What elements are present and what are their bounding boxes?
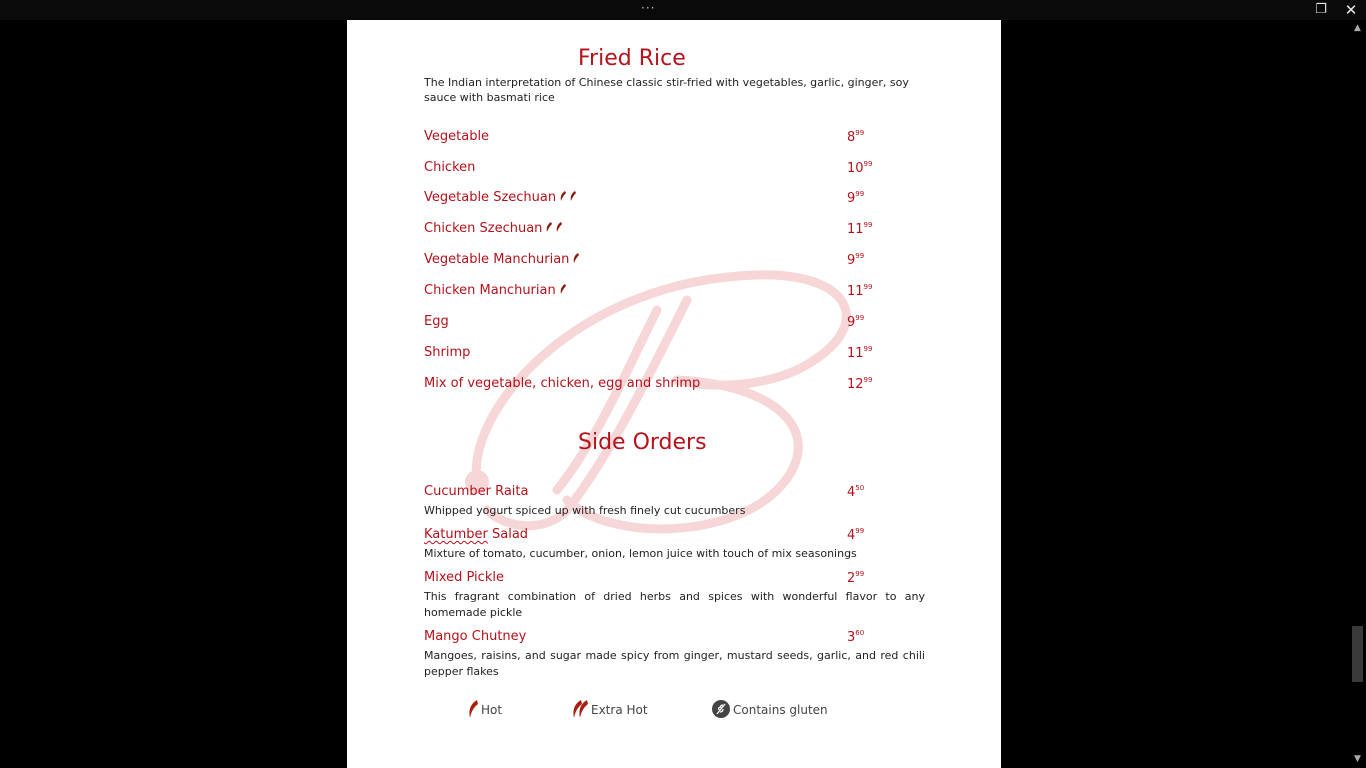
close-window-icon[interactable]: ✕ — [1344, 1, 1358, 19]
legend-gluten: Contains gluten — [712, 700, 828, 722]
item-description: This fragrant combination of dried herbs and spices with wonderful flavor to any homemade pickle — [424, 590, 925, 619]
item-price: $12^{99}$ — [847, 376, 873, 392]
menu-item — [424, 129, 924, 149]
item-name: Mix of vegetable, chicken, egg and shrimp — [424, 376, 701, 391]
item-price: $9^{99}$ — [847, 190, 865, 206]
item-name: Chicken Manchurian — [424, 283, 566, 298]
item-name: Vegetable — [424, 129, 490, 144]
item-name: Chicken Szechuan — [424, 221, 562, 236]
menu-item — [424, 160, 924, 180]
chili-pepper-icon — [573, 253, 579, 264]
item-price: $11^{99}$ — [847, 283, 873, 299]
restore-window-icon[interactable]: ❐ — [1315, 2, 1327, 17]
menu-item — [424, 570, 924, 590]
item-price: $2^{99}$ — [847, 570, 865, 586]
spellcheck-underlined-word: Katumber — [424, 527, 488, 542]
item-description: Mixture of tomato, cucumber, onion, lemon juice with touch of mix seasonings — [424, 547, 857, 560]
scroll-up-arrow-icon[interactable]: ▲ — [1354, 23, 1361, 33]
item-price: $11^{99}$ — [847, 221, 873, 237]
item-name: Mixed Pickle — [424, 570, 504, 585]
item-price: $9^{99}$ — [847, 314, 865, 330]
item-name: Egg — [424, 314, 449, 329]
chili-pepper-icon — [570, 191, 576, 202]
item-name: Cucumber Raita — [424, 484, 529, 499]
menu-item — [424, 527, 924, 547]
menu-item — [424, 283, 924, 303]
item-name: Chicken — [424, 160, 476, 175]
menu-page — [347, 20, 1001, 768]
item-description: Mangoes, raisins, and sugar made spicy from ginger, mustard seeds, garlic, and red chili pepper flakes — [424, 649, 925, 678]
chili-pepper-icon — [556, 222, 562, 233]
item-description: Whipped yogurt spiced up with fresh finely cut cucumbers — [424, 504, 746, 517]
item-price: $4^{50}$ — [847, 484, 865, 500]
item-name: Shrimp — [424, 345, 471, 360]
item-price: $3^{60}$ — [847, 629, 865, 645]
menu-item — [424, 314, 924, 334]
item-price: $4^{99}$ — [847, 527, 865, 543]
menu-item — [424, 190, 924, 210]
menu-item — [424, 484, 924, 504]
item-name: Katumber Salad — [424, 527, 529, 542]
scroll-down-arrow-icon[interactable]: ▼ — [1354, 754, 1361, 764]
item-price: $9^{99}$ — [847, 252, 865, 268]
menu-item — [424, 629, 924, 649]
chili-pepper-icon — [546, 222, 552, 233]
fried-rice-heading: Fried Rice — [578, 46, 686, 71]
gluten-wheat-icon — [712, 700, 730, 718]
menu-item — [424, 221, 924, 241]
chili-pepper-icon — [560, 191, 566, 202]
more-options-icon[interactable]: ··· — [641, 1, 656, 15]
legend-hot: Hot — [468, 700, 502, 722]
menu-item — [424, 252, 924, 272]
item-price: $11^{99}$ — [847, 345, 873, 361]
vertical-scrollbar[interactable] — [1349, 20, 1366, 768]
fried-rice-intro: The Indian interpretation of Chinese classic stir-fried with vegetables, garlic, ginger, soy sauce with basmati rice — [424, 76, 909, 104]
menu-item — [424, 376, 924, 396]
legend-extra-hot: Extra Hot — [572, 700, 648, 722]
item-name: Vegetable Manchurian — [424, 252, 579, 267]
double-chili-pepper-icon — [572, 700, 588, 718]
side-orders-heading: Side Orders — [578, 430, 707, 455]
window-title-bar — [0, 0, 1366, 20]
chili-pepper-icon — [560, 284, 566, 295]
item-price: $8^{99}$ — [847, 129, 865, 145]
menu-item — [424, 345, 924, 365]
chili-pepper-icon — [468, 700, 478, 718]
item-name: Vegetable Szechuan — [424, 190, 576, 205]
scroll-thumb[interactable] — [1352, 626, 1363, 682]
item-name: Mango Chutney — [424, 629, 527, 644]
item-price: $10^{99}$ — [847, 160, 873, 176]
